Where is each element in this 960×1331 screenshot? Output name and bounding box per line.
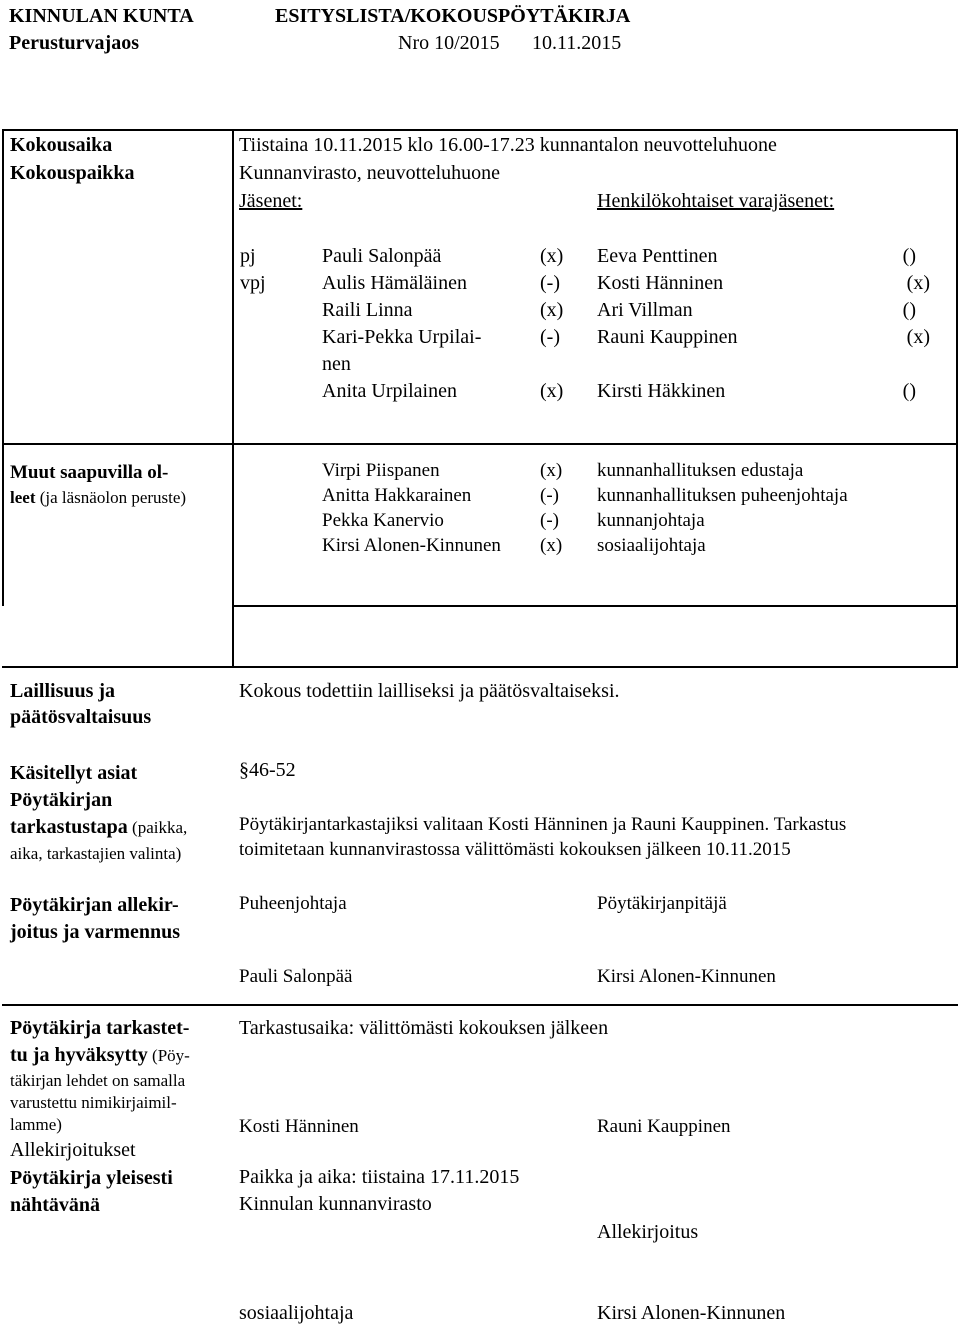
approval-label: Pöytäkirja tarkastet- — [10, 1017, 190, 1039]
other-name: Kirsi Alonen-Kinnunen — [322, 535, 501, 556]
meeting-place-value: Kunnanvirasto, neuvotteluhuone — [239, 162, 501, 184]
other-basis: kunnanhallituksen edustaja — [597, 460, 804, 481]
public-display-label: Pöytäkirja yleisesti — [10, 1167, 173, 1189]
deputy-name: Kosti Hänninen — [597, 272, 724, 294]
meeting-time-value: Tiistaina 10.11.2015 klo 16.00-17.23 kunnantalon neuvotteluhuone — [239, 134, 777, 156]
signature-label: Allekirjoitus — [597, 1221, 699, 1243]
member-name: Anita Urpilainen — [322, 380, 457, 402]
deputy-attendance: (x) — [906, 326, 930, 348]
member-attendance: (x) — [540, 380, 564, 402]
review-method-text: Pöytäkirjantarkastajiksi valitaan Kosti Hänninen ja Rauni Kauppinen. Tarkastus — [239, 814, 847, 835]
public-display-label-line-2: nähtävänä — [10, 1194, 101, 1216]
review-method-label-bold: tarkastustapa — [10, 816, 128, 838]
display-place-time: Paikka ja aika: tiistaina 17.11.2015 — [239, 1166, 520, 1188]
member-attendance: (x) — [540, 299, 564, 321]
reviewer-2-name: Rauni Kauppinen — [597, 1116, 731, 1137]
legality-label-line-2: päätösvaltaisuus — [10, 706, 152, 728]
document-type: ESITYSLISTA/KOKOUSPÖYTÄKIRJA — [275, 5, 631, 27]
other-basis: kunnanjohtaja — [597, 510, 705, 531]
divider — [2, 1004, 958, 1006]
member-attendance: (-) — [540, 272, 560, 294]
other-name: Anitta Hakkarainen — [322, 485, 472, 506]
deputy-attendance: (x) — [906, 272, 930, 294]
review-time: Tarkastusaika: välittömästi kokouksen jälkeen — [239, 1017, 609, 1039]
review-method-label: Pöytäkirjan — [10, 789, 113, 811]
display-place: Kinnulan kunnanvirasto — [239, 1193, 432, 1215]
deputy-attendance: () — [902, 299, 916, 321]
other-attendance: (-) — [540, 510, 559, 531]
approval-label-line-2 — [10, 1045, 190, 1065]
review-method-text-line-2: toimitetaan kunnanvirastossa välittömästi kokouksen jälkeen 10.11.2015 — [239, 839, 791, 860]
member-name: Kari-Pekka Urpilai- — [322, 326, 482, 348]
approval-label-note: (Pöy- — [152, 1046, 190, 1065]
other-attendance: (-) — [540, 485, 559, 506]
other-attendance: (x) — [540, 460, 563, 481]
other-basis: sosiaalijohtaja — [597, 535, 706, 556]
handled-label: Käsitellyt asiat — [10, 762, 138, 784]
secretary-name: Kirsi Alonen-Kinnunen — [597, 966, 776, 987]
review-method-label-line-3: aika, tarkastajien valinta) — [10, 844, 182, 863]
approval-label-line-4: varustettu nimikirjaimil- — [10, 1093, 177, 1112]
document-date: 10.11.2015 — [532, 32, 622, 54]
member-name: Raili Linna — [322, 299, 413, 321]
deputy-name: Kirsti Häkkinen — [597, 380, 726, 402]
other-basis: kunnanhallituksen puheenjohtaja — [597, 485, 848, 506]
secretary-title: Pöytäkirjanpitäjä — [597, 893, 727, 914]
reviewer-1-name: Kosti Hänninen — [239, 1116, 359, 1137]
document-number: Nro 10/2015 — [398, 32, 500, 54]
member-role: pj — [240, 245, 256, 267]
member-name: Aulis Hämäläinen — [322, 272, 467, 294]
signer-name: Kirsi Alonen-Kinnunen — [597, 1302, 786, 1324]
chair-title: Puheenjohtaja — [239, 893, 347, 914]
members-header: Jäsenet: — [239, 190, 303, 212]
legality-label: Laillisuus ja — [10, 680, 116, 702]
deputy-name: Ari Villman — [597, 299, 693, 321]
others-label-note: (ja läsnäolon peruste) — [39, 488, 187, 507]
member-attendance: (x) — [540, 245, 564, 267]
department-name: Perusturvajaos — [9, 32, 139, 54]
review-method-label-line-2 — [10, 817, 187, 837]
municipality-name: KINNULAN KUNTA — [9, 5, 194, 27]
meeting-place-label: Kokouspaikka — [10, 162, 135, 184]
others-label: Muut saapuvilla ol- — [10, 462, 169, 483]
others-label-bold: leet — [10, 488, 36, 507]
handled-value: §46-52 — [239, 759, 296, 781]
legality-value: Kokous todettiin lailliseksi ja päätösvaltaiseksi. — [239, 680, 620, 702]
member-name: Pauli Salonpää — [322, 245, 442, 267]
chair-name: Pauli Salonpää — [239, 966, 353, 987]
signing-label: Pöytäkirjan allekir- — [10, 894, 179, 916]
other-attendance: (x) — [540, 535, 563, 556]
other-name: Virpi Piispanen — [322, 460, 440, 481]
meeting-time-label: Kokousaika — [10, 134, 113, 156]
review-method-label-note: (paikka, — [132, 818, 188, 837]
member-name-continued: nen — [322, 353, 351, 375]
member-role: vpj — [240, 272, 266, 294]
approval-label-line-3: täkirjan lehdet on samalla — [10, 1071, 186, 1090]
approval-label-line-5: lamme) — [10, 1115, 62, 1134]
signer-title: sosiaalijohtaja — [239, 1302, 354, 1324]
others-label-line-2 — [10, 489, 186, 506]
approval-label-bold: tu ja hyväksytty — [10, 1044, 148, 1066]
deputy-name: Eeva Penttinen — [597, 245, 718, 267]
deputy-attendance: () — [902, 380, 916, 402]
deputy-attendance: () — [902, 245, 916, 267]
other-name: Pekka Kanervio — [322, 510, 444, 531]
signing-label-line-2: joitus ja varmennus — [10, 921, 181, 943]
deputy-name: Rauni Kauppinen — [597, 326, 738, 348]
signatures-label: Allekirjoitukset — [10, 1139, 136, 1161]
member-attendance: (-) — [540, 326, 560, 348]
deputies-header: Henkilökohtaiset varajäsenet: — [597, 190, 835, 212]
